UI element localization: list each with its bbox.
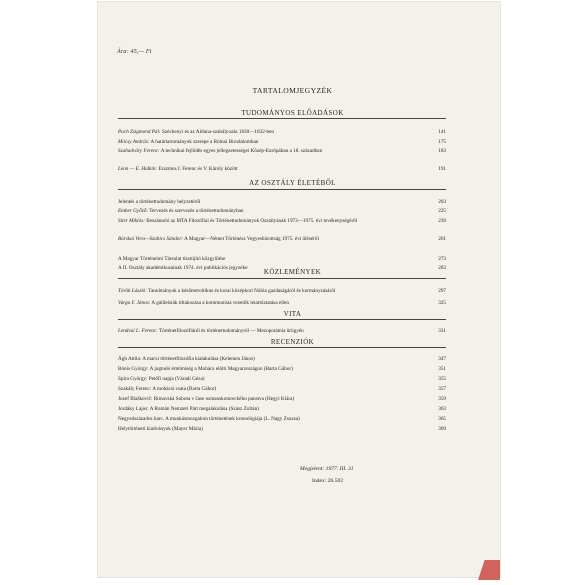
toc-entry-author: Lendvai L. Ferenc:: [118, 328, 158, 334]
index-value: 26.502: [327, 478, 344, 484]
toc-entry-author: Pach Zsigmond Pál:: [118, 129, 161, 135]
published-date: 1977. III. 31: [325, 466, 354, 472]
toc-entry-text: [118, 139, 446, 145]
toc-entry: [118, 366, 446, 372]
toc-entry-text: [118, 356, 446, 362]
toc-entry-title: A technikai fejlődés egyes jellegzetességei Közép-Európában a 18. században: [159, 148, 323, 154]
toc-entry-title: A II. Osztály akadémikusainak 1974. évi publikációs jegyzéke: [118, 265, 248, 271]
toc-entry-text: [118, 426, 446, 432]
toc-entry-title: Tervezés és szervezés a történettudományban: [148, 208, 244, 214]
toc-entry: [118, 426, 446, 432]
toc-entry: [118, 129, 446, 135]
toc-entry-author: Varga F. János:: [118, 300, 151, 306]
toc-entry-title: Jordáky Lajos: A Román Nemzeti Párt megalakulása (Szász Zoltán): [118, 406, 259, 412]
toc-entry-page: 325: [438, 300, 446, 306]
toc-entry-page: 239: [438, 218, 446, 224]
toc-entry: [118, 166, 446, 172]
toc-entry: [118, 356, 446, 362]
toc-entry-text: [118, 148, 446, 154]
toc-entry-page: 297: [438, 288, 446, 294]
toc-entry-page: 369: [438, 426, 446, 432]
toc-entry: [118, 376, 446, 382]
toc-entry-page: 141: [438, 129, 446, 135]
toc-entry: [118, 396, 446, 402]
toc-entry-page: 225: [438, 208, 446, 214]
section-rule: [118, 189, 446, 190]
toc-entry-text: [118, 199, 446, 205]
toc-entry-title: Helytörténeti kiadványok (Mayer Mária): [118, 426, 203, 432]
toc-entry-page: 175: [438, 139, 446, 145]
publication-date: [300, 466, 354, 472]
toc-entry-text: [118, 386, 446, 392]
section-heading-debate: VITA: [283, 310, 302, 318]
toc-entry: [118, 148, 446, 154]
toc-entry-text: [118, 328, 446, 334]
toc-entry: [118, 208, 446, 214]
toc-entry-title: A határtartományok szerepe a Római Birodalomban: [149, 139, 259, 145]
toc-entry-text: [118, 208, 446, 214]
toc-entry-title: Történetfilozófiáról és történettudományról — Mezopotámia ürügyén: [157, 328, 304, 334]
toc-entry-page: 359: [438, 396, 446, 402]
section-rule: [118, 118, 446, 119]
toc-entry-text: [118, 288, 446, 294]
toc-entry-page: 203: [438, 199, 446, 205]
toc-entry-title: Szakály Ferenc: A mohácsi csata (Barta Gábor): [118, 386, 217, 392]
toc-entry: [118, 199, 446, 205]
toc-entry-page: 363: [438, 406, 446, 412]
index-number: [312, 478, 343, 484]
index-label: Index:: [312, 478, 327, 484]
section-rule: [118, 347, 446, 348]
toc-entry-text: [118, 366, 446, 372]
toc-entry: [118, 236, 446, 242]
toc-entry-page: 357: [438, 386, 446, 392]
section-heading-department: AZ OSZTÁLY ÉLETÉBŐL: [249, 179, 336, 187]
published-label: Megjelent:: [300, 466, 325, 472]
toc-entry: [118, 139, 446, 145]
toc-entry-author: Török László:: [118, 288, 147, 294]
section-heading-reviews: RECENZIÓK: [270, 338, 315, 346]
toc-entry-author: Szabadváry Ferenc:: [118, 148, 160, 154]
toc-entry-title: A galileisták tiltakozása a kommunista vezetők letartóztatása ellen: [150, 300, 289, 306]
toc-entry-title: Beszámoló az MTA Filozófiai és Történettudományok Osztályának 1973—1975. évi tevékenységéről: [144, 218, 358, 224]
toc-entry-title: Jelentés a történettudomány helyzetéről: [118, 199, 201, 205]
toc-entry-title: Bónis György: A jogtudó értelmiség a Mohács előtti Magyarországon (Barta Gábor): [118, 366, 293, 372]
toc-entry-text: [118, 236, 446, 242]
toc-entry-title: Erazmus I. Ferenc és V. Károly között: [157, 166, 238, 172]
toc-entry-text: [118, 416, 446, 422]
toc-entry-page: 283: [438, 265, 446, 271]
toc-entry-title: Széchenyi és az Aldunа-szabályozás 1830—1832-ben: [160, 129, 275, 135]
toc-entry-author: Ember Győző:: [118, 208, 149, 214]
toc-entry-text: [118, 256, 446, 262]
toc-entry-text: [118, 300, 446, 306]
toc-entry-page: 261: [438, 236, 446, 242]
toc-entry-title: Ágh Attila: A marxi történetfilozófia kialakulása (Kelemen János): [118, 356, 255, 362]
toc-entry-text: [118, 218, 446, 224]
section-heading-communications: KÖZLEMÉNYEK: [263, 268, 322, 276]
toc-entry: [118, 256, 446, 262]
toc-entry: [118, 386, 446, 392]
toc-entry: [118, 288, 446, 294]
toc-entry: [118, 300, 446, 306]
toc-entry-text: [118, 376, 446, 382]
toc-entry-author: Léon — E. Halkin:: [118, 166, 158, 172]
toc-entry-text: [118, 129, 446, 135]
toc-entry-title: Negyedszázados harc. A munkásmozgalom történetének kronológiája (L. Nagy Zsuzsa): [118, 416, 300, 422]
toc-entry-title: Spira György: Petőfi napja (Váradi Géza): [118, 376, 205, 382]
toc-entry-title: A Magyar—Német Történész Vegyesbizottság 1975. évi üléséről: [183, 236, 319, 242]
toc-entry-page: 331: [438, 328, 446, 334]
toc-entry: [118, 416, 446, 422]
section-rule: [118, 278, 446, 279]
toc-entry-page: 355: [438, 376, 446, 382]
toc-entry-page: 273: [438, 256, 446, 262]
toc-entry: [118, 406, 446, 412]
toc-entry-title: Jozef Blaškovič: Rimavská Sobota v čase osmanskotureckého panstva (Hegyi Klára): [118, 396, 295, 402]
toc-entry-page: 347: [438, 356, 446, 362]
toc-entry-title: A Magyar Történelmi Társulat tisztújító közgyűlése: [118, 256, 226, 262]
toc-entry-page: 191: [438, 166, 446, 172]
toc-entry-author: Bárskai Vera—Szabics Sándor:: [118, 236, 184, 242]
toc-entry-author: Stier Miklós:: [118, 218, 145, 224]
toc-entry-text: [118, 406, 446, 412]
toc-entry: [118, 328, 446, 334]
page-title: TARTALOMJEGYZÉK: [252, 86, 333, 95]
price-label: Ára: 45,— Ft: [117, 49, 152, 55]
toc-entry-text: [118, 166, 446, 172]
section-heading-lectures: TUDOMÁNYOS ELŐADÁSOK: [241, 109, 344, 117]
toc-entry-page: 365: [438, 416, 446, 422]
toc-entry: [118, 218, 446, 224]
toc-entry-page: 183: [438, 148, 446, 154]
toc-entry-page: 351: [438, 366, 446, 372]
toc-entry-author: Mócsy András:: [118, 139, 150, 145]
section-rule: [118, 319, 446, 320]
toc-entry-text: [118, 396, 446, 402]
toc-entry-title: Tanulmányok a későmeroitikus és korai középkori Núbia gazdaságáról és kormányzásáról: [146, 288, 336, 294]
